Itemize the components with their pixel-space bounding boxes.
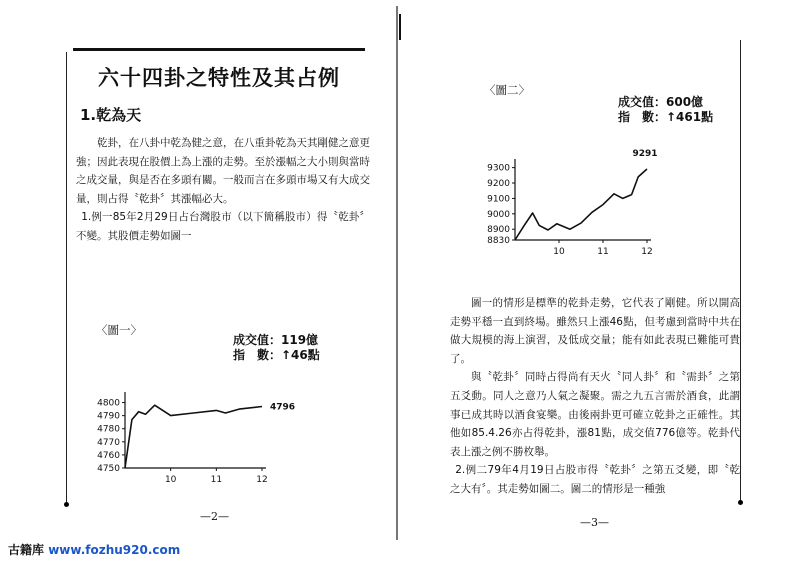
points-text: 指 數：↑46點 — [233, 348, 320, 362]
y-tick-label: 9000 — [487, 209, 510, 220]
paragraph: 1.例一85年2月29日占台灣股市（以下簡稱股市）得〝乾卦〞不變。其股價走勢如圖一 — [76, 211, 370, 242]
x-tick-label: 11 — [597, 247, 609, 257]
y-tick-label: 4780 — [97, 424, 120, 435]
x-tick-label: 12 — [641, 247, 653, 257]
figure-2-line-chart — [475, 143, 675, 263]
paragraph: 2.例二79年4月19日占股市得〝乾卦〞之第五爻變，即〝乾之大有〞。其走勢如圖二。圖二的情形是一種強 — [450, 464, 740, 495]
y-tick-label: 4790 — [97, 411, 120, 422]
y-tick-label: 4760 — [97, 450, 120, 461]
chapter-title-box — [73, 48, 365, 103]
index-series-line — [125, 405, 262, 468]
x-tick-label: 11 — [210, 475, 223, 485]
left-margin-rule — [66, 52, 67, 504]
site-watermark — [8, 541, 180, 558]
figure-2-label: 〈圖二〉 — [484, 83, 530, 97]
paragraph: 與〝乾卦〞同時占得尚有天火〝同人卦〞和〝需卦〞之第五爻動。同人之意乃人氣之凝聚。需之九五言需於酒食，此謂事已成其時以酒食宴樂。由後兩卦更可確立乾卦之正確性。其他如85.4.26亦占得乾卦，漲81點，成交值776億等。乾卦代表上漲之例不勝枚舉。 — [450, 371, 740, 458]
points-text: 指 數：↑461點 — [618, 110, 714, 124]
chapter-title: 六十四卦之特性及其占例 — [98, 65, 340, 90]
x-tick-label: 12 — [256, 475, 268, 485]
index-series-line — [515, 169, 647, 240]
site-name: 古籍库 — [8, 543, 45, 557]
figure-2-meta — [618, 95, 713, 125]
y-tick-label: 4770 — [97, 437, 120, 448]
y-tick-label: 8900 — [487, 225, 510, 236]
y-tick-label: 8830 — [487, 236, 510, 246]
end-value-label: 4796 — [270, 402, 296, 413]
page-number: —3— — [580, 516, 609, 529]
figure-1-meta — [233, 333, 320, 363]
margin-dot — [64, 502, 69, 507]
volume-text: 成交值：119億 — [233, 333, 319, 347]
page-number: —2— — [200, 510, 229, 523]
right-body-text — [450, 294, 740, 499]
y-tick-label: 4800 — [97, 398, 120, 409]
volume-text: 成交值：600億 — [618, 95, 704, 109]
figure-1-label: 〈圖一〉 — [96, 323, 142, 337]
y-tick-label: 9200 — [487, 179, 510, 190]
left-page — [0, 0, 396, 540]
site-url[interactable]: www.fozhu920.com — [48, 543, 181, 557]
x-tick-label: 10 — [553, 247, 565, 257]
section-heading: 1.乾為天 — [80, 106, 142, 124]
end-value-label: 9291 — [632, 149, 658, 160]
y-tick-label: 4750 — [97, 464, 120, 474]
paragraph: 乾卦，在八卦中乾為健之意，在八重卦乾為天其剛健之意更強；因此表現在股價上為上漲的走勢。至於漲幅之大小則與當時之成交量，與是否在多頭有關。一般而言在多頭市場又有大成交量，則占得〝乾卦〞其漲幅必大。 — [76, 137, 370, 205]
paragraph: 圖一的情形是標準的乾卦走勢，它代表了剛健。所以開高走勢平穩一直到終場。雖然只上漲46點，但考慮到當時中共在做大規模的海上演習，及低成交量；能有如此表現已難能可貴了。 — [450, 297, 740, 365]
y-tick-label: 9100 — [487, 194, 510, 205]
right-margin-rule — [740, 40, 741, 502]
right-page — [397, 0, 793, 540]
x-tick-label: 10 — [164, 475, 177, 485]
margin-dot — [738, 500, 743, 505]
y-tick-label: 9300 — [487, 163, 510, 174]
figure-1-line-chart — [90, 378, 310, 493]
left-body-text — [76, 134, 370, 246]
